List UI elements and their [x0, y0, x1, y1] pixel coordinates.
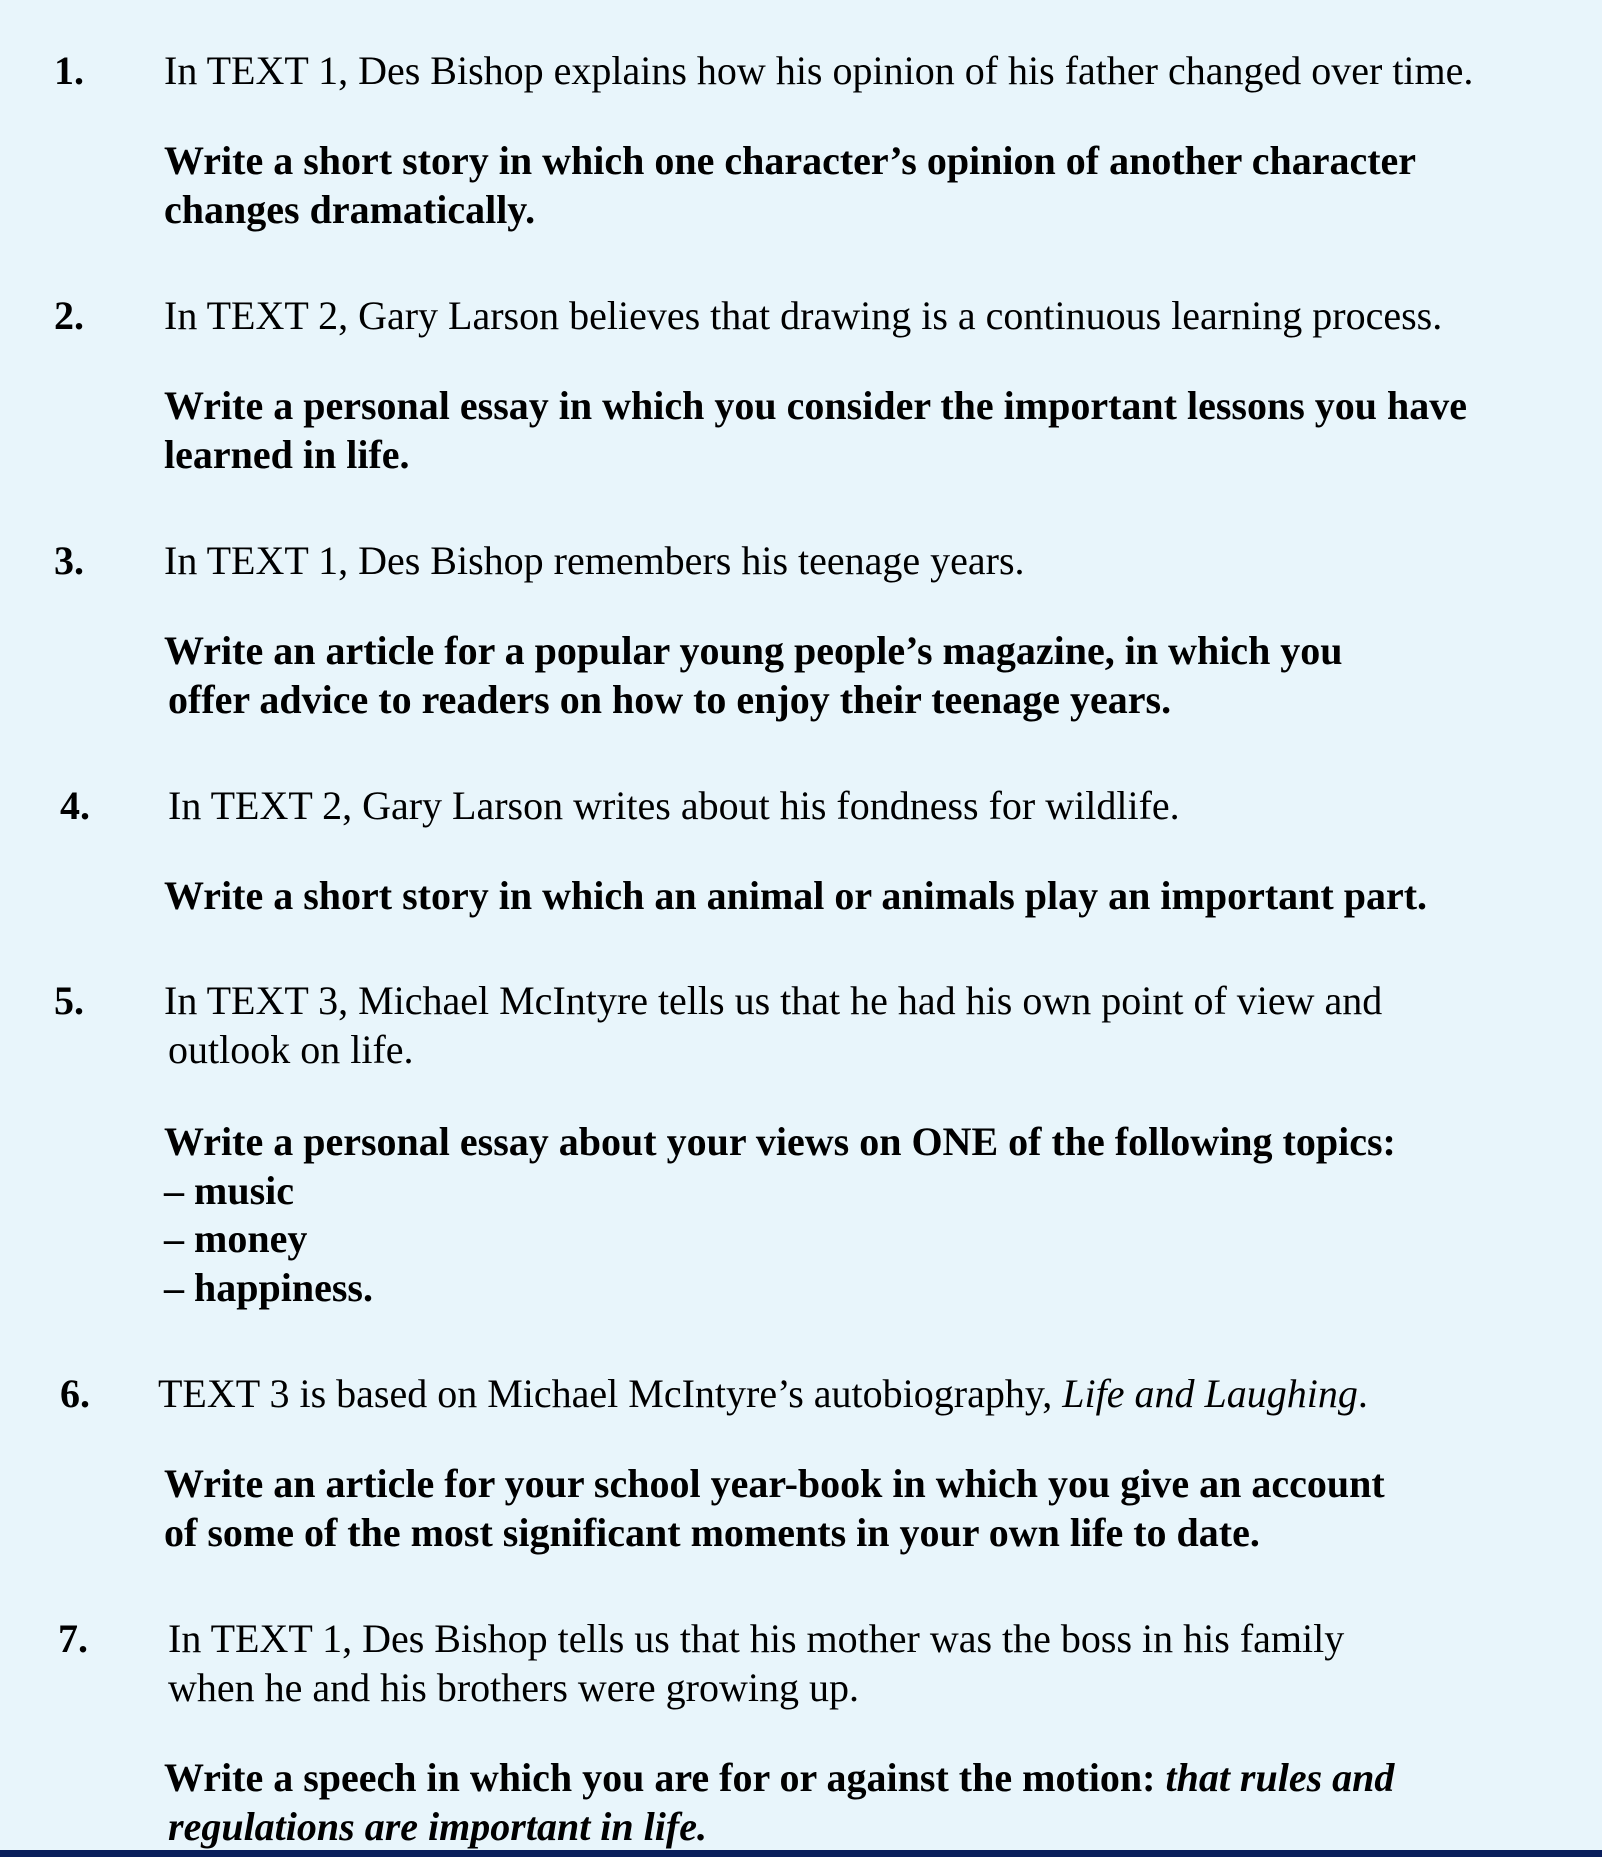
- question-number: 6.: [60, 1371, 90, 1416]
- topic-list-item: – money: [164, 1216, 308, 1261]
- question-prompt: In TEXT 3, Michael McIntyre tells us that he had his own point of view and: [164, 978, 1383, 1023]
- prompt-text: TEXT 3 is based on Michael McIntyre’s autobiography,: [158, 1371, 1063, 1416]
- question-task: Write an article for a popular young people’s magazine, in which you: [164, 628, 1343, 673]
- prompt-end: .: [1357, 1371, 1368, 1416]
- question-prompt: In TEXT 1, Des Bishop remembers his teenage years.: [164, 538, 1025, 583]
- question-number: 5.: [54, 978, 84, 1023]
- question-task: offer advice to readers on how to enjoy their teenage years.: [168, 677, 1172, 722]
- bottom-divider: [0, 1850, 1602, 1857]
- question-task: Write an article for your school year-book in which you give an account: [164, 1461, 1385, 1506]
- question-prompt: In TEXT 2, Gary Larson believes that drawing is a continuous learning process.: [164, 293, 1443, 338]
- question-task: Write a short story in which an animal or animals play an important part.: [164, 873, 1428, 918]
- question-task: learned in life.: [164, 432, 410, 477]
- task-text: Write a speech in which you are for or against the motion:: [164, 1755, 1166, 1800]
- motion-text: that rules and: [1165, 1755, 1395, 1800]
- book-title: Life and Laughing: [1062, 1371, 1358, 1416]
- question-prompt: [158, 1370, 1368, 1418]
- question-prompt: In TEXT 2, Gary Larson writes about his fondness for wildlife.: [168, 783, 1180, 828]
- question-task: changes dramatically.: [164, 187, 536, 232]
- question-task: Write a personal essay in which you consider the important lessons you have: [164, 383, 1468, 428]
- topic-list-item: – music: [164, 1168, 294, 1213]
- question-prompt: In TEXT 1, Des Bishop tells us that his mother was the boss in his family: [168, 1616, 1345, 1661]
- question-prompt: outlook on life.: [168, 1027, 414, 1072]
- question-prompt: when he and his brothers were growing up.: [168, 1665, 859, 1710]
- question-task: of some of the most significant moments in your own life to date.: [164, 1510, 1260, 1555]
- question-prompt: In TEXT 1, Des Bishop explains how his opinion of his father changed over time.: [164, 48, 1474, 93]
- question-task: [164, 1754, 1394, 1802]
- question-number: 4.: [60, 783, 90, 828]
- question-task: Write a short story in which one character’s opinion of another character: [164, 138, 1417, 183]
- question-task: Write a personal essay about your views on ONE of the following topics:: [164, 1119, 1396, 1164]
- motion-text: regulations are important in life.: [168, 1804, 707, 1849]
- question-number: 3.: [54, 538, 84, 583]
- question-number: 1.: [54, 48, 84, 93]
- question-number: 7.: [58, 1616, 88, 1661]
- question-number: 2.: [54, 293, 84, 338]
- topic-list-item: – happiness.: [164, 1265, 373, 1310]
